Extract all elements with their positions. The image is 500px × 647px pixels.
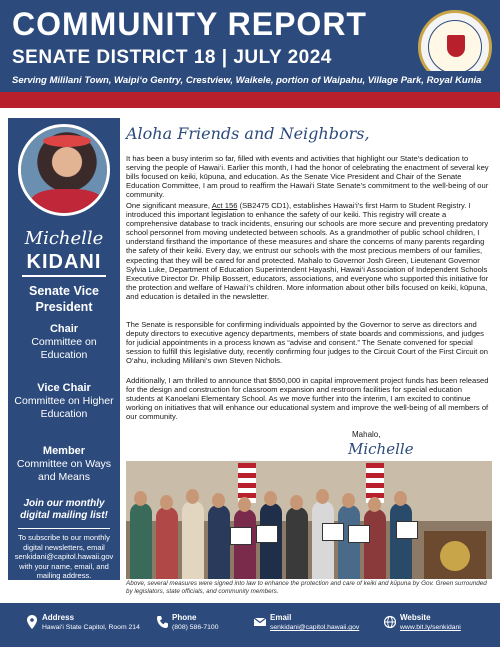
person-head: [316, 489, 329, 504]
paragraph-body: (SB2475 CD1), establishes Hawai‘i’s first Harm to Student Registry. I introduced this important legislation to enhance the safety of our keiki. This registry will create a comprehensive database to track incidents, ensuring our schools are more secure and preventing predatory school personnel from moving undetected between schools. As a grandmother of public school children, I understand firsthand the importance of these measures and share the concerns of many parents regarding the safety of their keiki. Every day, we entrust our schools with the most precious members of our families, expecting that they will be cared for and protected. Mahalo to Governor Josh Green, Lieutenant Governor Sylvia Luke, Department of Education Superintendent Hayashi, Hawai‘i Association of Independent Schools Executive Director Dr. Philip Bossert, educators, associations, and everyone who supported this initiative for the protection and welfare of Hawai‘i’s children. More information about other bills focused on keiki, kūpuna, and education is detailed in the newsletter.: [126, 201, 489, 301]
senator-portrait: [18, 124, 110, 216]
person-head: [290, 495, 303, 510]
role-member: [8, 445, 120, 484]
role-committee: Committee on Education: [31, 336, 97, 361]
podium-seal-icon: [440, 541, 470, 571]
act-156-link[interactable]: Act 156: [211, 201, 238, 210]
signed-bill-document: [396, 521, 418, 539]
contact-footer: [0, 603, 500, 647]
paragraph-prefix: One significant measure,: [126, 201, 212, 210]
photo-caption: Above, several measures were signed into law to enhance the protection and care of keiki and kūpuna by Gov. Green surrounded by legislators, state officials, and community members.: [126, 580, 487, 595]
letter-signature: Michelle: [348, 440, 414, 458]
role-label: Vice Chair: [37, 382, 91, 394]
phone-icon: [156, 615, 168, 629]
website-label: Website: [400, 613, 431, 622]
signed-bill-document: [256, 525, 278, 543]
person-head: [368, 497, 381, 512]
bill-signing-photo: [126, 461, 492, 579]
podium: [424, 531, 486, 579]
senator-last-name: KIDANI: [26, 251, 102, 273]
phone-label: Phone: [172, 613, 197, 622]
person-head: [134, 491, 147, 506]
website-link[interactable]: www.bit.ly/senkidani: [400, 624, 461, 631]
person-figure: [156, 507, 178, 579]
email-link[interactable]: senkidani@capitol.hawaii.gov: [270, 624, 360, 631]
email-label: Email: [270, 613, 292, 622]
globe-icon: [384, 615, 396, 629]
signed-bill-document: [230, 527, 252, 545]
serving-areas: Serving Mililani Town, Waipi‘o Gentry, Crestview, Waikele, portion of Waipahu, Village Park, Royal Kunia: [0, 71, 500, 91]
senator-title: Senate Vice President: [29, 284, 99, 314]
letter-paragraph-2: [126, 201, 492, 301]
role-vice-chair: [8, 382, 120, 421]
person-head: [186, 489, 199, 504]
person-figure: [182, 501, 204, 579]
person-figure: [208, 505, 230, 579]
mailing-divider: [18, 528, 110, 529]
person-head: [264, 491, 277, 506]
senator-first-name: Michelle: [24, 228, 104, 249]
report-subtitle: SENATE DISTRICT 18 | JULY 2024: [12, 47, 332, 68]
mailing-list-text: To subscribe to our monthly digital newsletters, email senkidani@capitol.hawaii.gov with your name, email, and mailing address.: [14, 533, 114, 580]
person-figure: [364, 509, 386, 579]
haku-lei-icon: [43, 135, 91, 147]
letter-paragraph-1: It has been a busy interim so far, filled with events and activities that highlight our State’s dedication to serving the people of Hawai‘i. Earlier this month, I had the honor of celebrating the enactment of several key bills focused on keiki, kūpuna, and education. As the Senate Vice President and Chair of the Senate Education Committee, I am proud to reaffirm the Hawai‘i State Senate’s commitment to the well-being of our community.: [126, 154, 489, 200]
signed-bill-document: [348, 525, 370, 543]
person-figure: [130, 503, 152, 579]
role-chair: [8, 323, 120, 362]
person-head: [160, 495, 173, 510]
letter-paragraph-4: Additionally, I am thrilled to announce that $550,000 in capital improvement project funds has been released for the design and construction for classroom expansion and restroom facilities for special education students at Kanoelani Elementary School. As we move further into the interim, I am excited to continue working on initiatives that will enhance our educational system and improve the well-being of all members of our community.: [126, 376, 489, 422]
map-pin-icon: [26, 615, 38, 629]
photo-wall: [126, 461, 492, 521]
person-head: [212, 493, 225, 508]
person-head: [394, 491, 407, 506]
person-head: [342, 493, 355, 508]
envelope-icon: [254, 615, 266, 629]
seal-shield-icon: [447, 35, 465, 57]
role-committee: Committee on Higher Education: [14, 395, 114, 420]
letter-closing: Mahalo,: [352, 430, 381, 439]
letter-paragraph-3: The Senate is responsible for confirming individuals appointed by the Governor to serve as directors and deputy directors to executive agency departments, members of state boards and commissions, and judges for judicial appointments in a process known as “advise and consent.” The Senate convened for special session to fulfill this legislative duty, recently confirming four judges to the Circuit Court of the First Circuit on O‘ahu, including Mililani’s own Steven Nichols.: [126, 320, 488, 366]
signed-bill-document: [322, 523, 344, 541]
phone-value[interactable]: (808) 586-7100: [172, 624, 219, 631]
address-label: Address: [42, 613, 75, 622]
mailing-list-heading: Join our monthly digital mailing list!: [20, 498, 108, 521]
role-label: Member: [42, 445, 86, 457]
senator-sidebar: [8, 118, 120, 580]
person-head: [238, 497, 251, 512]
role-label: Chair: [49, 323, 79, 335]
report-title: COMMUNITY REPORT: [12, 6, 367, 42]
person-figure: [286, 507, 308, 579]
role-committee: Committee on Ways and Means: [16, 458, 112, 483]
address-value: Hawai‘i State Capitol, Room 214: [42, 624, 140, 631]
seal-inner-ring: [428, 20, 482, 74]
lei-icon: [31, 189, 103, 216]
white-stripe-divider: [0, 108, 500, 114]
letter-greeting: Aloha Friends and Neighbors,: [126, 124, 370, 143]
person-figure: [390, 503, 412, 579]
sidebar-divider: [22, 275, 106, 277]
